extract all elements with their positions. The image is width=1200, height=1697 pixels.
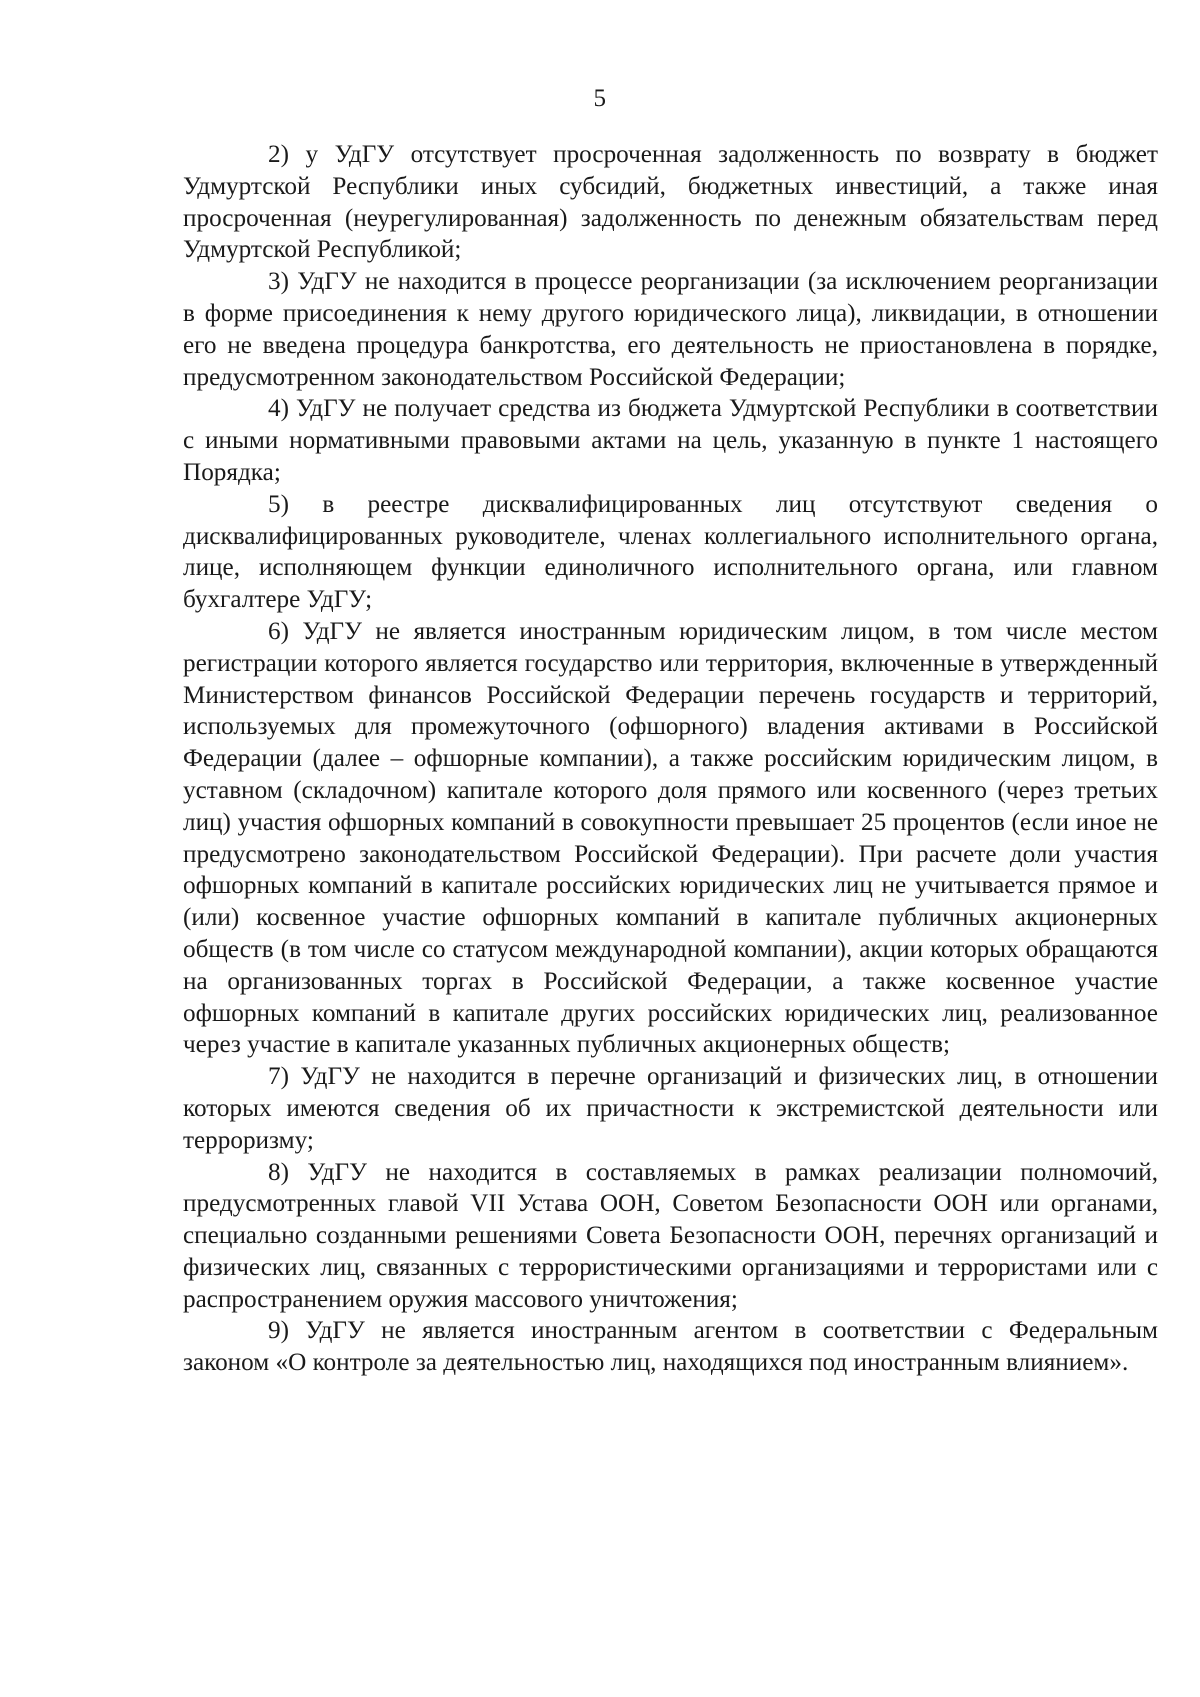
paragraph-item-8: 8) УдГУ не находится в составляемых в рамках реализации полномочий, предусмотренных главой VII Устава ООН, Советом Безопасности ООН или органами, специально созданными решениями Совета Безопасности ООН, перечнях организаций и физических лиц, связанных с террористическими организациями и террористами или с распространением оружия массового уничтожения; bbox=[183, 1158, 1158, 1313]
paragraph-item-4: 4) УдГУ не получает средства из бюджета Удмуртской Республики в соответствии с иными нормативными правовыми актами на цель, указанную в пункте 1 настоящего Порядка; bbox=[183, 395, 1158, 486]
page-number: 5 bbox=[593, 85, 607, 112]
document-body bbox=[183, 139, 1158, 1379]
paragraph-item-2: 2) у УдГУ отсутствует просроченная задолженность по возврату в бюджет Удмуртской Республики иных субсидий, бюджетных инвестиций, а также иная просроченная (неурегулированная) задолженность по денежным обязательствам перед Удмуртской Республикой; bbox=[183, 141, 1158, 264]
paragraph-item-9: 9) УдГУ не является иностранным агентом в соответствии с Федеральным законом «О контроле за деятельностью лиц, находящихся под иностранным влиянием». bbox=[183, 1317, 1158, 1377]
paragraph-item-7: 7) УдГУ не находится в перечне организаций и физических лиц, в отношении которых имеются сведения об их причастности к экстремистской деятельности или терроризму; bbox=[183, 1063, 1158, 1154]
paragraph-item-3: 3) УдГУ не находится в процессе реорганизации (за исключением реорганизации в форме присоединения к нему другого юридического лица), ликвидации, в отношении его не введена процедура банкротства, его деятельность не приостановлена в порядке, предусмотренном законодательством Российской Федерации; bbox=[183, 268, 1158, 391]
paragraph-item-5: 5) в реестре дисквалифицированных лиц отсутствуют сведения о дисквалифицированных руководителе, членах коллегиального исполнительного органа, лице, исполняющем функции единоличного исполнительного органа, или главном бухгалтере УдГУ; bbox=[183, 490, 1158, 614]
paragraph-item-6: 6) УдГУ не является иностранным юридическим лицом, в том числе местом регистрации которого является государство или территория, включенные в утвержденный Министерством финансов Российской Федерации перечень государств и территорий, используемых для промежуточного (офшорного) владения активами в Российской Федерации (далее – офшорные компании), а также российским юридическим лицом, в уставном (складочном) капитале которого доля прямого или косвенного (через третьих лиц) участия офшорных компаний в совокупности превышает 25 процентов (если иное не предусмотрено законодательством Российской Федерации). При расчете доли участия офшорных компаний в капитале российских юридических лиц не учитывается прямое и (или) косвенное участие офшорных компаний в капитале публичных акционерных обществ (в том числе со статусом международной компании), акции которых обращаются на организованных торгах в Российской Федерации, а также косвенное участие офшорных компаний в капитале других российских юридических лиц, реализованное через участие в капитале указанных публичных акционерных обществ; bbox=[183, 617, 1158, 1059]
